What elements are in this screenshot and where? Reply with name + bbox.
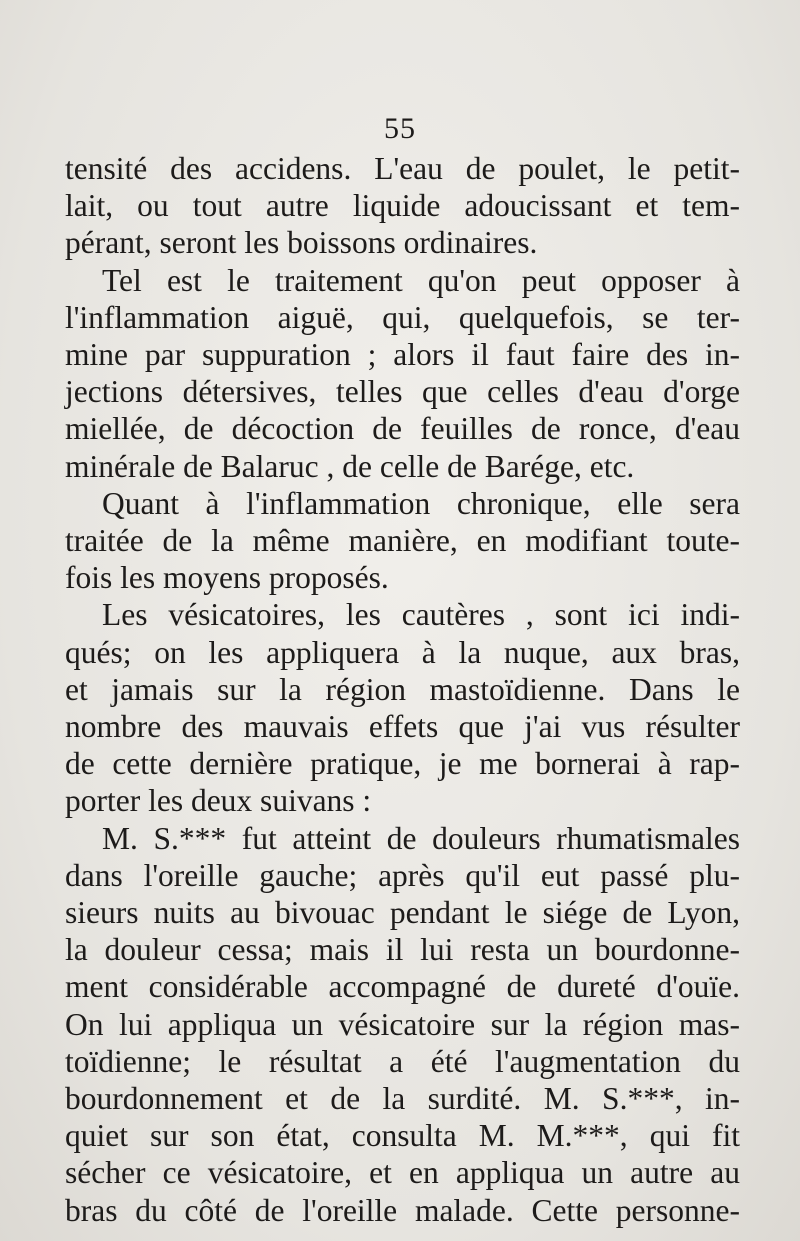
text-line: toïdienne; le résultat a été l'augmentation du: [65, 1043, 740, 1079]
text-line: fois les moyens proposés.: [65, 560, 389, 596]
text-line: pérant, seront les boissons ordinaires.: [65, 225, 538, 261]
text-line: minérale de Balaruc , de celle de Barége, etc.: [65, 448, 635, 484]
text-line: mine par suppuration ; alors il faut faire des in-: [65, 337, 740, 373]
text-line: On lui appliqua un vésicatoire sur la région mas-: [65, 1006, 740, 1042]
text-line: traitée de la même manière, en modifiant toute-: [65, 523, 740, 559]
text-line: tensité des accidens. L'eau de poulet, le petit-: [65, 151, 740, 186]
text-line: porter les deux suivans :: [65, 783, 372, 819]
text-line: M. S.*** fut atteint de douleurs rhumatismales: [102, 820, 740, 856]
text-line: qués; on les appliquera à la nuque, aux bras,: [65, 634, 740, 670]
text-line: lait, ou tout autre liquide adoucissant et tem-: [65, 188, 740, 224]
text-line: Quant à l'inflammation chronique, elle sera: [102, 485, 740, 521]
text-line: sécher ce vésicatoire, et en appliqua un autre au: [65, 1155, 740, 1191]
text-line: bras du côté de l'oreille malade. Cette personne-: [65, 1192, 740, 1228]
text-line: la douleur cessa; mais il lui resta un bourdonne-: [65, 932, 740, 968]
text-line: quiet sur son état, consulta M. M.***, qui fit: [65, 1118, 740, 1154]
text-line: et jamais sur la région mastoïdienne. Dans le: [65, 671, 740, 707]
text-line: de cette dernière pratique, je me bornerai à rap-: [65, 746, 740, 782]
body-text: [40, 150, 740, 1229]
text-line: dans l'oreille gauche; après qu'il eut passé plu-: [65, 857, 740, 893]
text-line: nombre des mauvais effets que j'ai vus résulter: [65, 709, 740, 745]
text-line: sieurs nuits au bivouac pendant le siége de Lyon,: [65, 895, 740, 931]
text-line: l'inflammation aiguë, qui, quelquefois, se ter-: [65, 299, 740, 335]
text-line: miellée, de décoction de feuilles de ronce, d'eau: [65, 411, 740, 447]
text-line: Les vésicatoires, les cautères , sont ici indi-: [102, 597, 740, 633]
text-line: Tel est le traitement qu'on peut opposer à: [102, 262, 740, 298]
text-line: bourdonnement et de la surdité. M. S.***, in-: [65, 1081, 740, 1117]
text-line: jections détersives, telles que celles d'eau d'orge: [65, 374, 740, 410]
page-number: 55: [384, 112, 416, 145]
text-line: ment considérable accompagné de dureté d'ouïe.: [65, 969, 740, 1005]
